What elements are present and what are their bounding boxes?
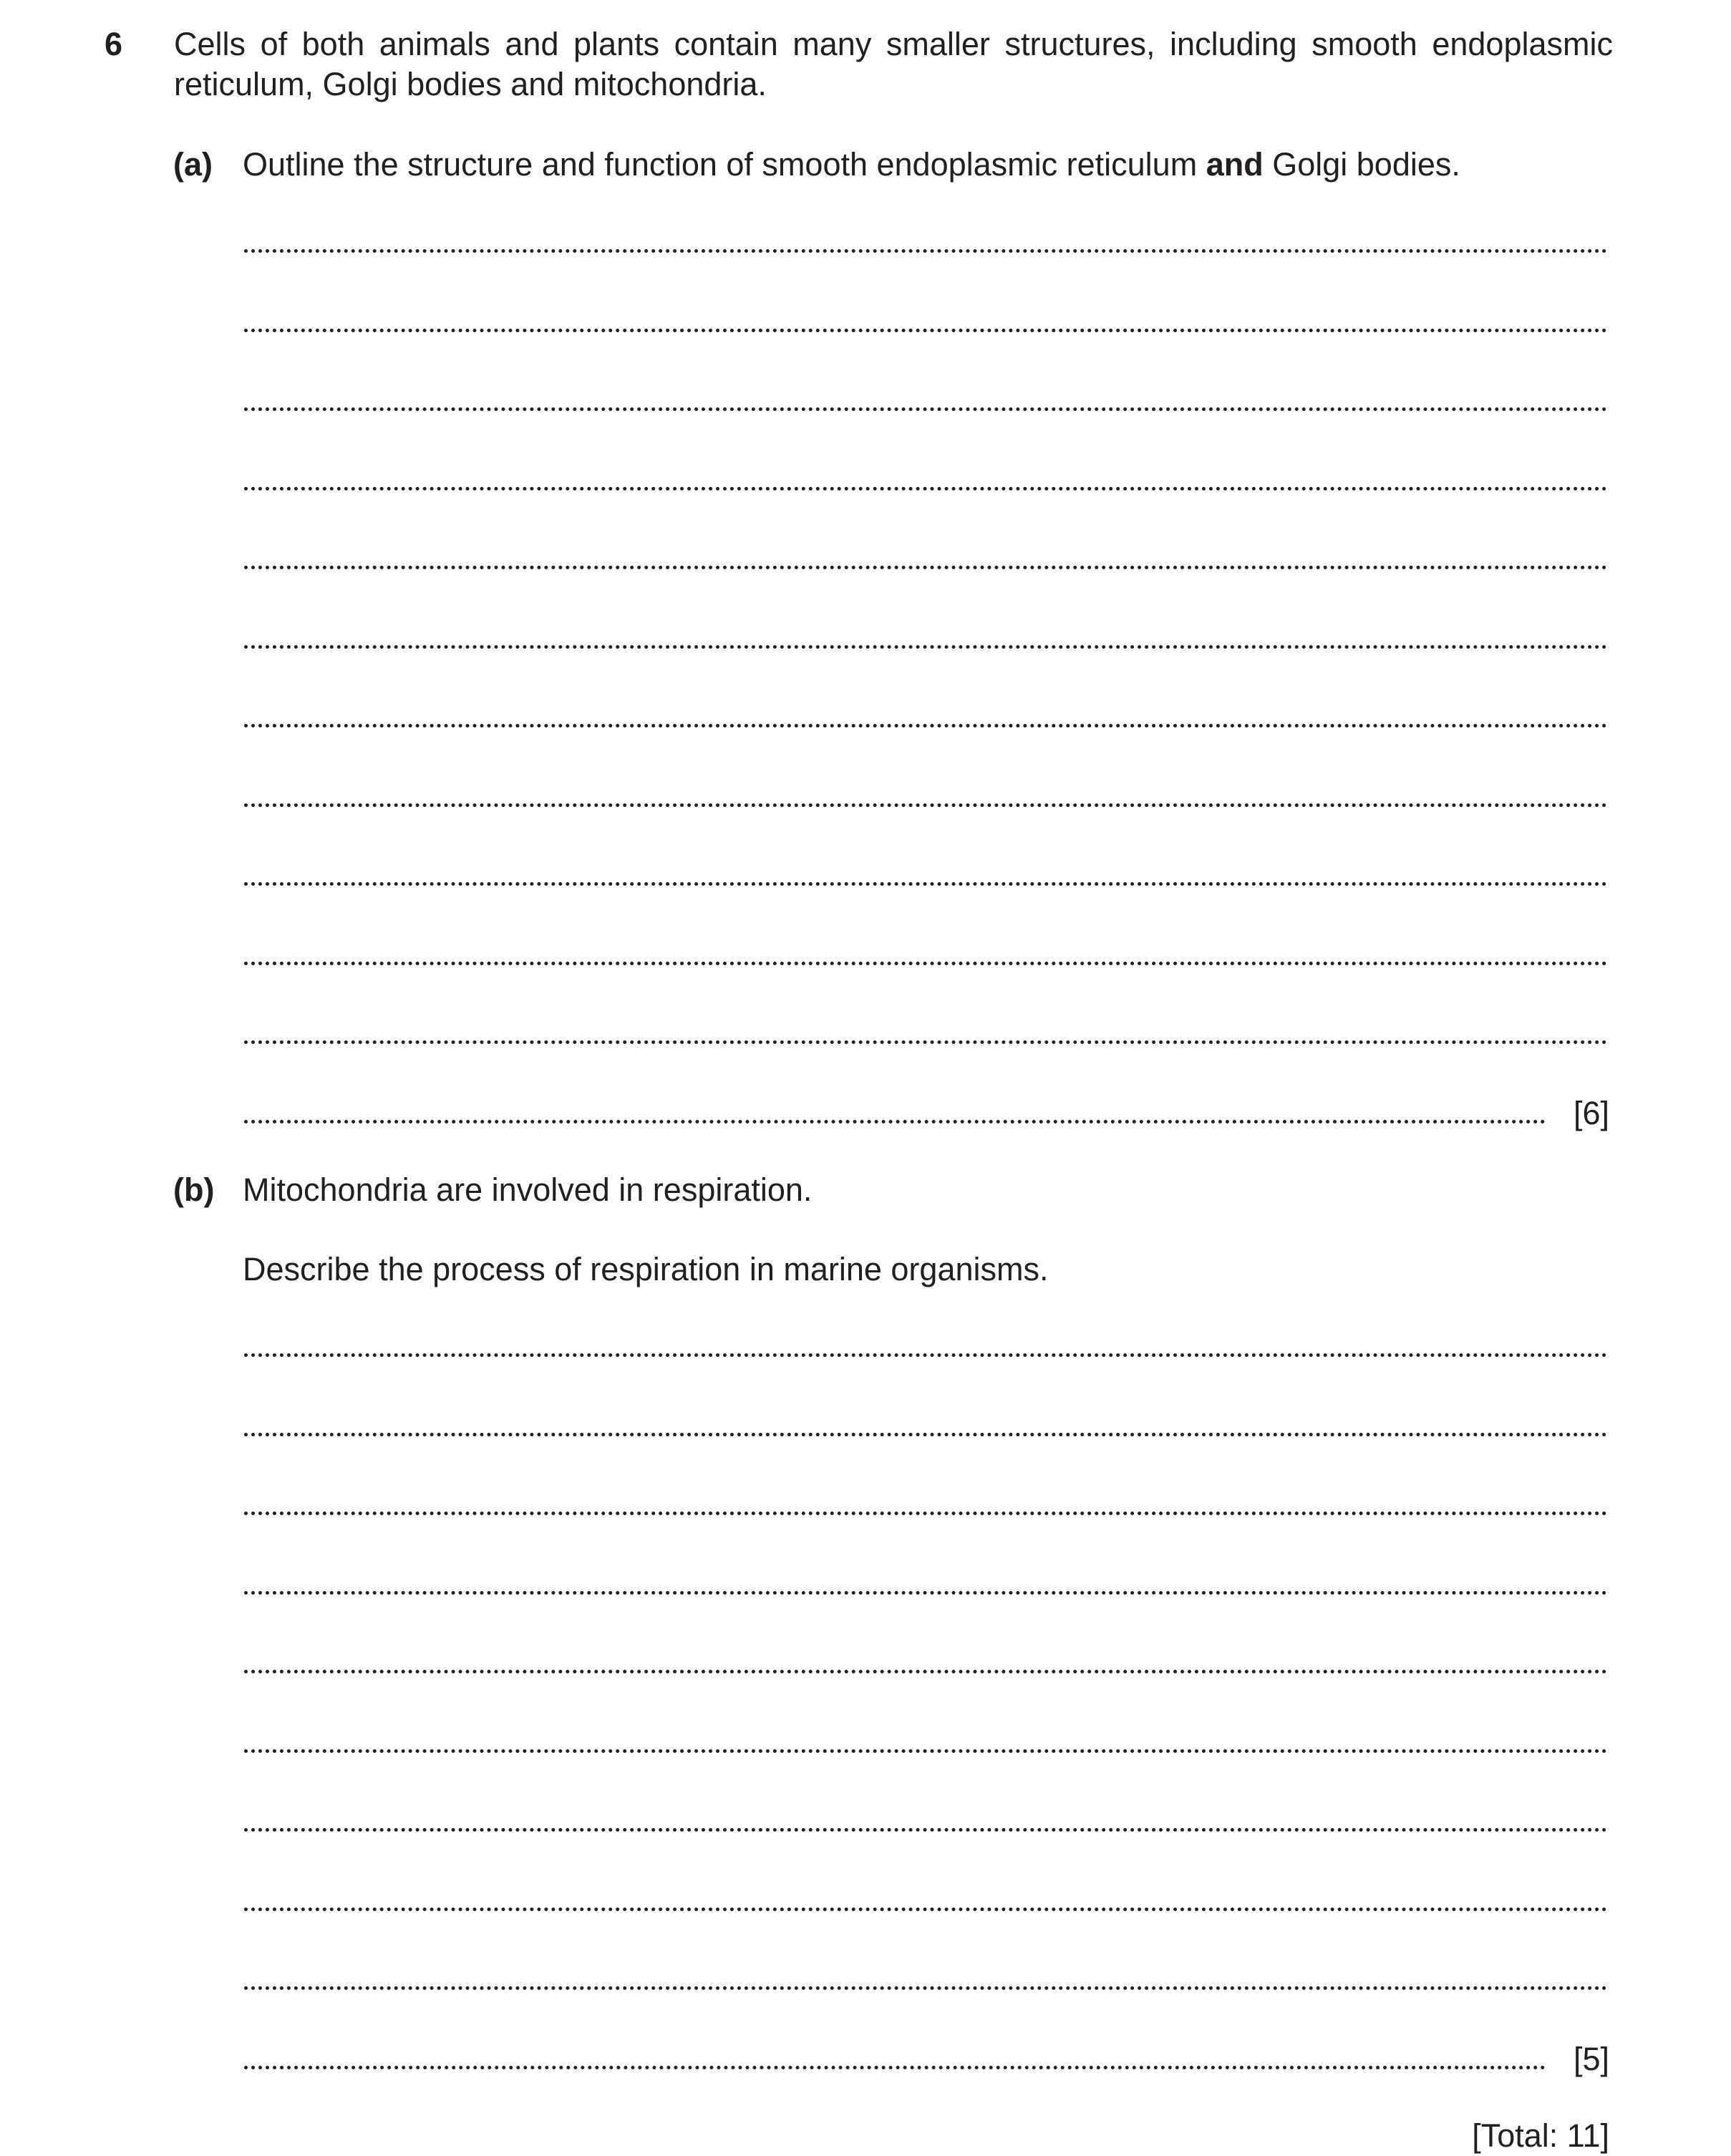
part-a-text-before: Outline the structure and function of smooth endoplasmic reticulum [243,146,1206,183]
answer-line[interactable] [244,1749,1607,1753]
part-a-text-after: Golgi bodies. [1263,146,1460,183]
answer-line[interactable] [244,1040,1607,1044]
question-stem: Cells of both animals and plants contain many smaller structures, including smooth endoplasmic reticulum, Golgi bodies and mitochondria. [174,26,1613,102]
answer-line[interactable] [244,962,1607,965]
answer-line[interactable] [244,566,1607,569]
answer-line[interactable] [244,882,1607,886]
answer-line[interactable] [244,2066,1546,2069]
answer-line[interactable] [244,1670,1607,1673]
answer-line[interactable] [244,487,1607,490]
part-a-marks: [6] [1573,1095,1609,1131]
answer-line[interactable] [244,724,1607,727]
answer-line[interactable] [244,249,1607,253]
answer-line[interactable] [244,1512,1607,1515]
part-b-marks: [5] [1573,2041,1609,2077]
question-number: 6 [105,26,123,62]
part-a-label: (a) [173,146,213,183]
answer-line[interactable] [244,329,1607,332]
answer-line[interactable] [244,1986,1607,1990]
part-a-question [243,145,1460,185]
part-b-intro: Mitochondria are involved in respiration. [243,1171,813,1208]
part-b-label: (b) [173,1171,215,1208]
part-b-prompt: Describe the process of respiration in marine organisms. [243,1251,1049,1287]
answer-line[interactable] [244,1908,1607,1911]
answer-line[interactable] [244,803,1607,807]
answer-line[interactable] [244,1828,1607,1832]
answer-line[interactable] [244,407,1607,411]
answer-line[interactable] [244,645,1607,649]
answer-line[interactable] [244,1591,1607,1595]
answer-line[interactable] [244,1353,1607,1357]
answer-line[interactable] [244,1120,1546,1123]
part-a-text-bold: and [1206,146,1264,183]
total-marks: [Total: 11] [1472,2117,1609,2154]
answer-line[interactable] [244,1433,1607,1436]
